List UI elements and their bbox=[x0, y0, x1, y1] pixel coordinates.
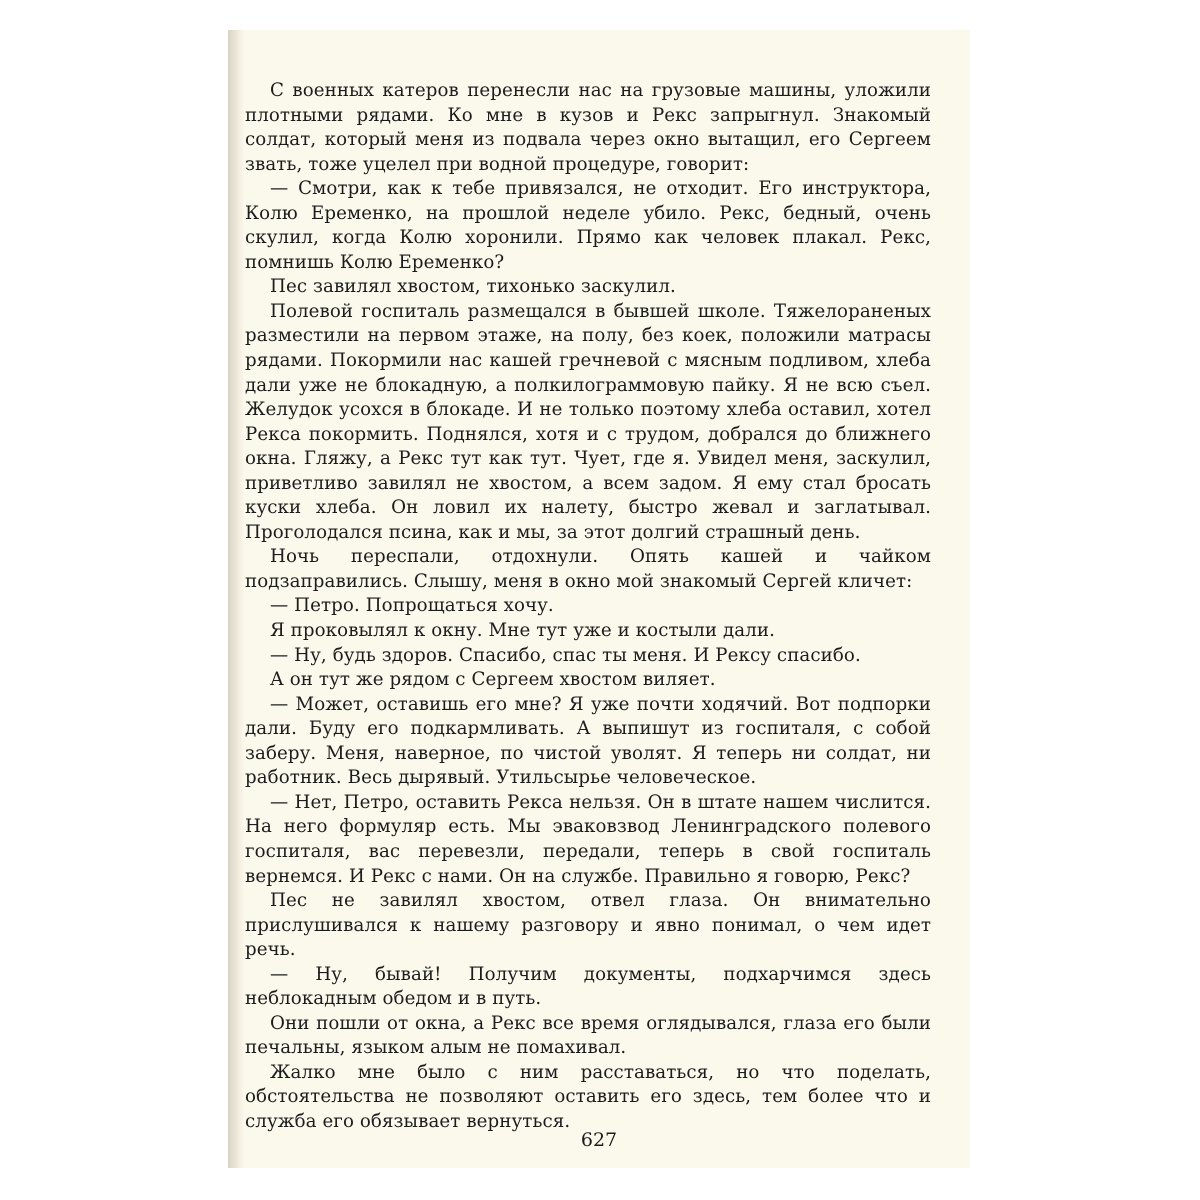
paragraph-15: Жалко мне было с ним расставаться, но что поделать, обстоятельства не позволяют оставить его здесь, тем более что и служба его обязывает вернуться. bbox=[245, 1061, 931, 1132]
paragraph-1: С военных катеров перенесли нас на грузовые машины, уложили плотными рядами. Ко мне в кузов и Рекс запрыгнул. Знакомый солдат, который меня из подвала через окно вытащил, его Сергеем звать, тоже уцелел при водной процедуре, говорит: bbox=[245, 80, 931, 175]
paragraph-2: — Смотри, как к тебе привязался, не отходит. Его инструктора, Колю Еременко, на прошлой неделе убило. Рекс, бедный, очень скулил, когда Колю хоронили. Прямо как человек плакал. Рекс, помнишь Колю Еременко? bbox=[245, 178, 931, 273]
paragraph-5: Ночь переспали, отдохнули. Опять кашей и чайком подзаправились. Слышу, меня в окно мой знакомый Сергей кличет: bbox=[245, 546, 931, 592]
paragraph-10: — Может, оставишь его мне? Я уже почти ходячий. Вот подпорки дали. Буду его подкармливать. А выпишут из госпиталя, с собой заберу. Меня, наверное, по чистой уволят. Я теперь ни солдат, ни работник. Весь дырявый. Утильсырье человеческое. bbox=[245, 693, 931, 789]
page-number: 627 bbox=[580, 1129, 618, 1151]
paragraph-3: Пес завилял хвостом, тихонько заскулил. bbox=[270, 276, 676, 298]
paragraph-13: — Ну, бывай! Получим документы, подхарчимся здесь неблокадным обедом и в путь. bbox=[245, 963, 931, 1010]
paragraph-11: — Нет, Петро, оставить Рекса нельзя. Он в штате нашем числится. На него формуляр есть. Мы эваковзвод Ленинградского полевого госпиталя, вас перевезли, передали, теперь в свой госпиталь вернемся. И Рекс с нами. Он на службе. Правильно я говорю, Рекс? bbox=[245, 791, 931, 887]
page-spine-shadow bbox=[228, 30, 244, 1168]
paragraph-12: Пес не завилял хвостом, отвел глаза. Он внимательно прислушивался к нашему разговору и явно понимал, о чем идет речь. bbox=[245, 890, 931, 961]
paragraph-9: А он тут же рядом с Сергеем хвостом виляет. bbox=[270, 669, 716, 691]
paragraph-4: Полевой госпиталь размещался в бывшей школе. Тяжелораненых разместили на первом этаже, на полу, без коек, положили матрасы рядами. Покормили нас кашей гречневой с мясным подливом, хлеба дали уже не блокадную, а полкилограммовую пайку. Я не всю съел. Желудок усохся в блокаде. И не только поэтому хлеба оставил, хотел Рекса покормить. Поднялся, хотя и с трудом, добрался до ближнего окна. Гляжу, а Рекс тут как тут. Чует, где я. Увидел меня, заскулил, приветливо завилял не хвостом, а всем задом. Я ему стал бросать куски хлеба. Он ловил их налету, быстро жевал и заглатывал. Проголодался псина, как и мы, за этот долгий страшный день. bbox=[245, 300, 931, 543]
book-page bbox=[228, 30, 970, 1168]
text-column bbox=[245, 79, 931, 1135]
paragraph-8: — Ну, будь здоров. Спасибо, спас ты меня. И Рексу спасибо. bbox=[270, 644, 861, 666]
paragraph-6: — Петро. Попрощаться хочу. bbox=[270, 595, 554, 617]
paragraph-14: Они пошли от окна, а Рекс все время оглядывался, глаза его были печальны, языком алым не помахивал. bbox=[245, 1012, 931, 1059]
paragraph-7: Я проковылял к окну. Мне тут уже и костыли дали. bbox=[270, 620, 776, 642]
